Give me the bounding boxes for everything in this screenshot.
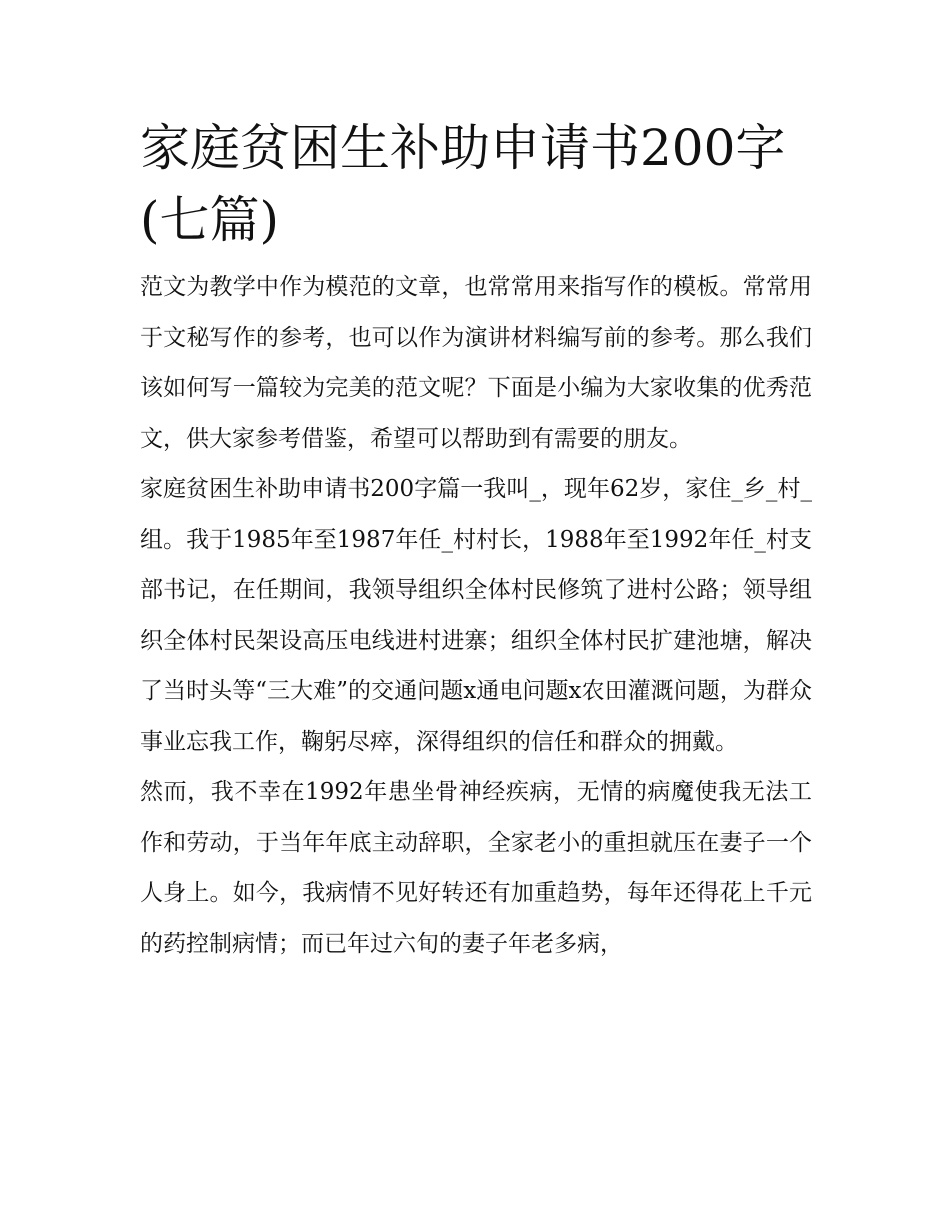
paragraph-intro: 范文为教学中作为模范的文章，也常常用来指写作的模板。常常用于文秘写作的参考，也可以作为演讲材料编写前的参考。那么我们该如何写一篇较为完美的范文呢？下面是小编为大家收集的优秀范文，供大家参考借鉴，希望可以帮助到有需要的朋友。 [140,274,812,452]
document-title: 家庭贫困生补助申请书200字(七篇) [140,119,786,249]
document-body [140,112,812,969]
paragraph-essay-one: 家庭贫困生补助申请书200字篇一我叫_，现年62岁，家住_乡_村_组。我于1985年至1987年任_村村长，1988年至1992年任_村支部书记，在任期间，我领导组织全体村民修筑了进村公路；领导组织全体村民架设高压电线进村进寨；组织全体村民扩建池塘，解决了当时头等“三大难”的交通问题x通电问题x农田灌溉问题，为群众事业忘我工作，鞠躬尽瘁，深得组织的信任和群众的拥戴。 [140,476,812,755]
paragraph-illness: 然而，我不幸在1992年患坐骨神经疾病，无情的病魔使我无法工作和劳动，于当年年底主动辞职，全家老小的重担就压在妻子一个人身上。如今，我病情不见好转还有加重趋势，每年还得花上千元的药控制病情；而已年过六旬的妻子年老多病， [140,779,812,957]
